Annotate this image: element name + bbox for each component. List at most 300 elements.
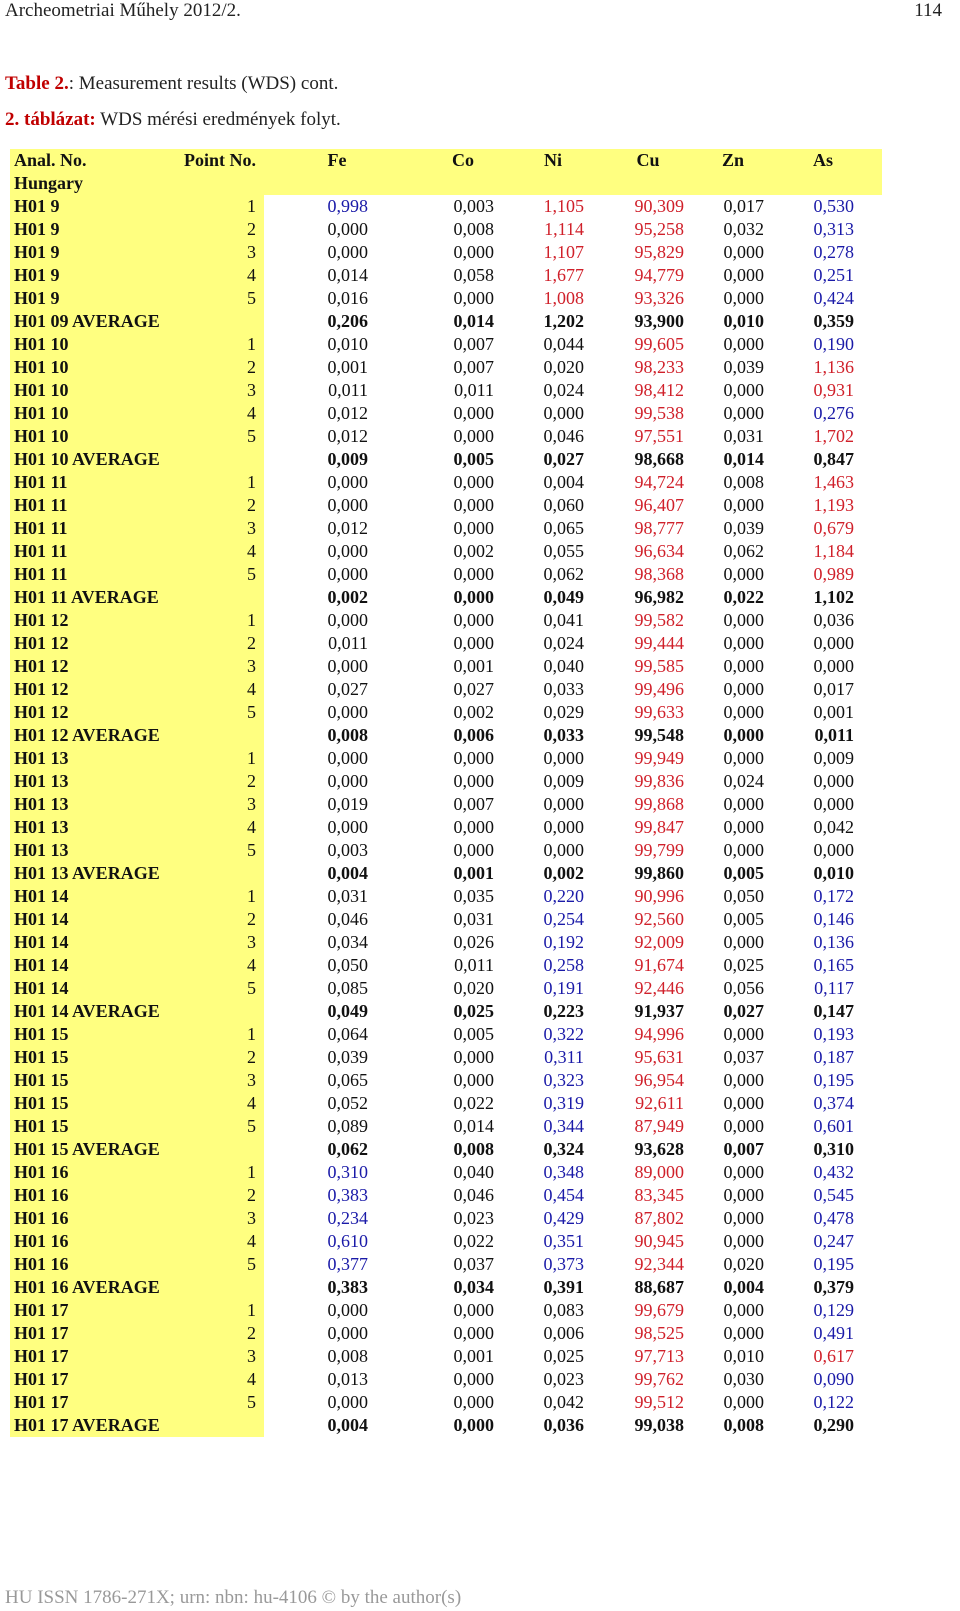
cell-co: 0,006 bbox=[453, 725, 494, 745]
cell-as: 0,000 bbox=[813, 794, 854, 814]
cell-cu: 92,009 bbox=[634, 932, 684, 952]
table-row bbox=[10, 1230, 882, 1253]
cell-cu: 99,868 bbox=[634, 794, 684, 814]
cell-ni: 0,322 bbox=[543, 1024, 584, 1044]
cell-fe: 0,064 bbox=[327, 1024, 368, 1044]
cell-point-no: 1 bbox=[247, 1162, 256, 1182]
cell-as: 0,187 bbox=[813, 1047, 854, 1067]
cell-fe: 0,012 bbox=[327, 518, 368, 538]
cell-anal-no: H01 11 bbox=[14, 472, 68, 492]
cell-co: 0,011 bbox=[454, 955, 494, 975]
cell-point-no: 2 bbox=[247, 1323, 256, 1343]
cell-co: 0,014 bbox=[453, 1116, 494, 1136]
cell-anal-no: H01 10 bbox=[14, 426, 69, 446]
cell-ni: 1,202 bbox=[543, 311, 584, 331]
cell-zn: 0,000 bbox=[723, 1323, 764, 1343]
cell-co: 0,035 bbox=[453, 886, 494, 906]
cell-ni: 0,041 bbox=[543, 610, 584, 630]
cell-anal-no: H01 12 bbox=[14, 610, 69, 630]
cell-anal-no: H01 10 bbox=[14, 380, 69, 400]
cell-zn: 0,000 bbox=[723, 748, 764, 768]
cell-as: 0,195 bbox=[813, 1070, 854, 1090]
cell-ni: 0,049 bbox=[543, 587, 584, 607]
table-row bbox=[10, 195, 882, 218]
cell-fe: 0,019 bbox=[327, 794, 368, 814]
cell-co: 0,022 bbox=[453, 1231, 494, 1251]
cell-point-no: 2 bbox=[247, 1047, 256, 1067]
cell-as: 0,251 bbox=[813, 265, 854, 285]
cell-co: 0,014 bbox=[453, 311, 494, 331]
cell-cu: 96,407 bbox=[634, 495, 684, 515]
cell-cu: 93,628 bbox=[634, 1139, 684, 1159]
cell-cu: 94,779 bbox=[634, 265, 684, 285]
cell-zn: 0,000 bbox=[723, 1185, 764, 1205]
cell-point-no: 1 bbox=[247, 196, 256, 216]
cell-anal-no: H01 14 bbox=[14, 932, 69, 952]
cell-co: 0,007 bbox=[453, 334, 494, 354]
cell-zn: 0,032 bbox=[723, 219, 764, 239]
col-header-cu: Cu bbox=[636, 150, 660, 170]
cell-cu: 99,605 bbox=[634, 334, 684, 354]
cell-anal-no: H01 14 bbox=[14, 886, 69, 906]
cell-zn: 0,037 bbox=[723, 1047, 764, 1067]
col-header-anal-no: Anal. No. bbox=[14, 150, 87, 170]
cell-as: 0,359 bbox=[813, 311, 854, 331]
cell-co: 0,003 bbox=[453, 196, 494, 216]
cell-fe: 0,009 bbox=[327, 449, 368, 469]
cell-zn: 0,000 bbox=[723, 794, 764, 814]
cell-ni: 0,000 bbox=[543, 748, 584, 768]
cell-anal-no: H01 11 bbox=[14, 518, 68, 538]
cell-anal-no: H01 15 bbox=[14, 1116, 69, 1136]
cell-co: 0,046 bbox=[453, 1185, 494, 1205]
table-row bbox=[10, 1322, 882, 1345]
cell-cu: 99,585 bbox=[634, 656, 684, 676]
cell-zn: 0,062 bbox=[723, 541, 764, 561]
cell-ni: 1,677 bbox=[543, 265, 584, 285]
cell-point-no: 4 bbox=[247, 817, 256, 837]
cell-point-no: 5 bbox=[247, 288, 256, 308]
cell-as: 0,601 bbox=[813, 1116, 854, 1136]
table-row bbox=[10, 885, 882, 908]
cell-point-no: 3 bbox=[247, 518, 256, 538]
cell-anal-no: H01 13 bbox=[14, 840, 69, 860]
table-row bbox=[10, 1069, 882, 1092]
cell-as: 0,617 bbox=[813, 1346, 854, 1366]
cell-anal-no: H01 11 bbox=[14, 564, 68, 584]
cell-as: 0,190 bbox=[813, 334, 854, 354]
cell-point-no bbox=[190, 586, 256, 609]
table-row bbox=[10, 931, 882, 954]
cell-as: 0,000 bbox=[813, 771, 854, 791]
cell-co: 0,000 bbox=[453, 242, 494, 262]
cell-point-no: 2 bbox=[247, 495, 256, 515]
cell-point-no: 3 bbox=[247, 656, 256, 676]
cell-as: 0,278 bbox=[813, 242, 854, 262]
cell-point-no: 5 bbox=[247, 978, 256, 998]
cell-zn: 0,005 bbox=[723, 909, 764, 929]
cell-co: 0,000 bbox=[453, 403, 494, 423]
cell-fe: 0,003 bbox=[327, 840, 368, 860]
cell-anal-no: H01 13 bbox=[14, 817, 69, 837]
cell-point-no: 1 bbox=[247, 334, 256, 354]
cell-fe: 0,000 bbox=[327, 702, 368, 722]
table-row-average bbox=[10, 586, 882, 609]
cell-fe: 0,049 bbox=[327, 1001, 368, 1021]
cell-point-no: 1 bbox=[247, 610, 256, 630]
cell-ni: 0,254 bbox=[543, 909, 584, 929]
cell-point-no: 2 bbox=[247, 633, 256, 653]
cell-cu: 94,724 bbox=[634, 472, 684, 492]
cell-fe: 0,234 bbox=[327, 1208, 368, 1228]
cell-ni: 0,055 bbox=[543, 541, 584, 561]
cell-anal-no: H01 10 bbox=[14, 357, 69, 377]
cell-ni: 0,046 bbox=[543, 426, 584, 446]
cell-cu: 98,525 bbox=[634, 1323, 684, 1343]
cell-anal-no: H01 14 AVERAGE bbox=[14, 1001, 160, 1021]
caption-english-text: : Measurement results (WDS) cont. bbox=[68, 73, 339, 94]
table-row bbox=[10, 563, 882, 586]
cell-as: 0,989 bbox=[813, 564, 854, 584]
cell-cu: 97,713 bbox=[634, 1346, 684, 1366]
cell-zn: 0,039 bbox=[723, 518, 764, 538]
cell-co: 0,023 bbox=[453, 1208, 494, 1228]
cell-ni: 0,009 bbox=[543, 771, 584, 791]
cell-co: 0,000 bbox=[453, 288, 494, 308]
cell-as: 0,009 bbox=[813, 748, 854, 768]
cell-co: 0,001 bbox=[453, 656, 494, 676]
table-row bbox=[10, 770, 882, 793]
table-row bbox=[10, 1391, 882, 1414]
cell-fe: 0,206 bbox=[327, 311, 368, 331]
cell-point-no: 2 bbox=[247, 771, 256, 791]
cell-ni: 1,105 bbox=[543, 196, 584, 216]
cell-zn: 0,039 bbox=[723, 357, 764, 377]
cell-ni: 0,323 bbox=[543, 1070, 584, 1090]
cell-zn: 0,008 bbox=[723, 1415, 764, 1435]
cell-fe: 0,000 bbox=[327, 242, 368, 262]
cell-ni: 0,000 bbox=[543, 794, 584, 814]
cell-cu: 99,444 bbox=[634, 633, 684, 653]
cell-zn: 0,000 bbox=[723, 288, 764, 308]
cell-ni: 0,004 bbox=[543, 472, 584, 492]
cell-co: 0,000 bbox=[453, 840, 494, 860]
table-row bbox=[10, 540, 882, 563]
cell-fe: 0,039 bbox=[327, 1047, 368, 1067]
cell-cu: 94,996 bbox=[634, 1024, 684, 1044]
cell-point-no: 4 bbox=[247, 1093, 256, 1113]
cell-cu: 98,233 bbox=[634, 357, 684, 377]
page-number: 114 bbox=[914, 0, 942, 21]
cell-fe: 0,046 bbox=[327, 909, 368, 929]
cell-ni: 0,036 bbox=[543, 1415, 584, 1435]
table-row bbox=[10, 954, 882, 977]
cell-ni: 0,024 bbox=[543, 380, 584, 400]
cell-anal-no: H01 17 bbox=[14, 1346, 69, 1366]
cell-as: 0,122 bbox=[813, 1392, 854, 1412]
cell-zn: 0,027 bbox=[723, 1001, 764, 1021]
cell-cu: 99,679 bbox=[634, 1300, 684, 1320]
table-row bbox=[10, 655, 882, 678]
cell-co: 0,000 bbox=[453, 1047, 494, 1067]
cell-co: 0,000 bbox=[453, 748, 494, 768]
table-row-average bbox=[10, 1000, 882, 1023]
cell-point-no: 3 bbox=[247, 932, 256, 952]
cell-co: 0,000 bbox=[453, 1369, 494, 1389]
cell-fe: 0,610 bbox=[327, 1231, 368, 1251]
footer-issn: HU ISSN 1786-271X; urn: nbn: hu-4106 © by the author(s) bbox=[5, 1587, 462, 1608]
cell-anal-no: H01 10 AVERAGE bbox=[14, 449, 160, 469]
cell-point-no bbox=[190, 1414, 256, 1437]
cell-ni: 0,083 bbox=[543, 1300, 584, 1320]
cell-ni: 0,060 bbox=[543, 495, 584, 515]
col-header-ni: Ni bbox=[544, 150, 562, 170]
cell-anal-no: H01 14 bbox=[14, 909, 69, 929]
cell-anal-no: H01 9 bbox=[14, 265, 60, 285]
cell-co: 0,020 bbox=[453, 978, 494, 998]
cell-zn: 0,000 bbox=[723, 633, 764, 653]
cell-zn: 0,000 bbox=[723, 564, 764, 584]
cell-cu: 99,836 bbox=[634, 771, 684, 791]
cell-ni: 0,000 bbox=[543, 817, 584, 837]
table-row bbox=[10, 517, 882, 540]
cell-co: 0,011 bbox=[454, 380, 494, 400]
table-row bbox=[10, 471, 882, 494]
cell-cu: 99,860 bbox=[634, 863, 684, 883]
cell-cu: 98,412 bbox=[634, 380, 684, 400]
table-row-average bbox=[10, 1414, 882, 1437]
cell-ni: 0,023 bbox=[543, 1369, 584, 1389]
cell-cu: 91,674 bbox=[634, 955, 684, 975]
cell-as: 0,017 bbox=[813, 679, 854, 699]
cell-point-no: 4 bbox=[247, 403, 256, 423]
cell-ni: 0,044 bbox=[543, 334, 584, 354]
table-row bbox=[10, 816, 882, 839]
cell-fe: 0,052 bbox=[327, 1093, 368, 1113]
cell-co: 0,000 bbox=[453, 564, 494, 584]
cell-ni: 0,020 bbox=[543, 357, 584, 377]
cell-point-no: 3 bbox=[247, 242, 256, 262]
cell-zn: 0,056 bbox=[723, 978, 764, 998]
caption-hungarian-text: WDS mérési eredmények folyt. bbox=[95, 109, 341, 130]
cell-ni: 0,373 bbox=[543, 1254, 584, 1274]
table-row bbox=[10, 632, 882, 655]
cell-co: 0,002 bbox=[453, 702, 494, 722]
cell-cu: 92,344 bbox=[634, 1254, 684, 1274]
cell-ni: 0,006 bbox=[543, 1323, 584, 1343]
cell-anal-no: H01 09 AVERAGE bbox=[14, 311, 160, 331]
cell-point-no: 1 bbox=[247, 1024, 256, 1044]
cell-anal-no: H01 17 bbox=[14, 1323, 69, 1343]
cell-zn: 0,050 bbox=[723, 886, 764, 906]
cell-fe: 0,008 bbox=[327, 725, 368, 745]
cell-fe: 0,065 bbox=[327, 1070, 368, 1090]
cell-cu: 99,799 bbox=[634, 840, 684, 860]
cell-anal-no: H01 13 bbox=[14, 794, 69, 814]
cell-anal-no: H01 9 bbox=[14, 242, 60, 262]
table-row bbox=[10, 1368, 882, 1391]
cell-zn: 0,000 bbox=[723, 1070, 764, 1090]
cell-co: 0,037 bbox=[453, 1254, 494, 1274]
cell-fe: 0,027 bbox=[327, 679, 368, 699]
table-row bbox=[10, 1184, 882, 1207]
cell-fe: 0,062 bbox=[327, 1139, 368, 1159]
cell-zn: 0,007 bbox=[723, 1139, 764, 1159]
table-row bbox=[10, 839, 882, 862]
cell-co: 0,000 bbox=[453, 633, 494, 653]
cell-point-no: 2 bbox=[247, 357, 256, 377]
caption-hungarian bbox=[5, 109, 341, 131]
table-row bbox=[10, 494, 882, 517]
cell-cu: 87,949 bbox=[634, 1116, 684, 1136]
cell-cu: 90,945 bbox=[634, 1231, 684, 1251]
table-row bbox=[10, 425, 882, 448]
cell-as: 0,679 bbox=[813, 518, 854, 538]
cell-fe: 0,034 bbox=[327, 932, 368, 952]
cell-point-no: 4 bbox=[247, 1369, 256, 1389]
cell-as: 1,102 bbox=[813, 587, 854, 607]
cell-ni: 0,033 bbox=[543, 679, 584, 699]
cell-as: 0,147 bbox=[813, 1001, 854, 1021]
cell-fe: 0,000 bbox=[327, 495, 368, 515]
cell-zn: 0,024 bbox=[723, 771, 764, 791]
cell-cu: 99,038 bbox=[634, 1415, 684, 1435]
table-row bbox=[10, 1253, 882, 1276]
cell-anal-no: H01 17 AVERAGE bbox=[14, 1415, 160, 1435]
cell-anal-no: H01 17 bbox=[14, 1300, 69, 1320]
cell-zn: 0,000 bbox=[723, 932, 764, 952]
table-row bbox=[10, 264, 882, 287]
cell-ni: 0,220 bbox=[543, 886, 584, 906]
cell-anal-no: H01 12 bbox=[14, 679, 69, 699]
cell-as: 0,847 bbox=[813, 449, 854, 469]
table-row bbox=[10, 977, 882, 1000]
cell-fe: 0,004 bbox=[327, 1415, 368, 1435]
cell-as: 0,290 bbox=[813, 1415, 854, 1435]
cell-point-no: 1 bbox=[247, 472, 256, 492]
cell-zn: 0,000 bbox=[723, 380, 764, 400]
cell-zn: 0,000 bbox=[723, 702, 764, 722]
cell-cu: 99,949 bbox=[634, 748, 684, 768]
cell-zn: 0,000 bbox=[723, 1208, 764, 1228]
cell-as: 0,276 bbox=[813, 403, 854, 423]
cell-co: 0,002 bbox=[453, 541, 494, 561]
cell-cu: 95,258 bbox=[634, 219, 684, 239]
table-row-average bbox=[10, 1138, 882, 1161]
cell-point-no bbox=[190, 1000, 256, 1023]
cell-as: 0,432 bbox=[813, 1162, 854, 1182]
cell-anal-no: H01 11 AVERAGE bbox=[14, 587, 159, 607]
cell-fe: 0,008 bbox=[327, 1346, 368, 1366]
cell-zn: 0,000 bbox=[723, 1024, 764, 1044]
table-row bbox=[10, 1115, 882, 1138]
cell-as: 1,702 bbox=[813, 426, 854, 446]
cell-zn: 0,017 bbox=[723, 196, 764, 216]
cell-anal-no: H01 14 bbox=[14, 955, 69, 975]
cell-cu: 83,345 bbox=[634, 1185, 684, 1205]
cell-ni: 1,008 bbox=[543, 288, 584, 308]
cell-co: 0,001 bbox=[453, 1346, 494, 1366]
cell-co: 0,000 bbox=[453, 518, 494, 538]
cell-point-no: 3 bbox=[247, 380, 256, 400]
table-row bbox=[10, 1092, 882, 1115]
cell-cu: 99,512 bbox=[634, 1392, 684, 1412]
cell-co: 0,000 bbox=[453, 771, 494, 791]
cell-zn: 0,000 bbox=[723, 265, 764, 285]
cell-ni: 0,062 bbox=[543, 564, 584, 584]
cell-fe: 0,000 bbox=[327, 219, 368, 239]
cell-point-no: 5 bbox=[247, 426, 256, 446]
cell-anal-no: H01 12 AVERAGE bbox=[14, 725, 160, 745]
col-header-fe: Fe bbox=[327, 150, 347, 170]
cell-cu: 98,777 bbox=[634, 518, 684, 538]
cell-as: 0,478 bbox=[813, 1208, 854, 1228]
cell-fe: 0,000 bbox=[327, 1300, 368, 1320]
cell-fe: 0,002 bbox=[327, 587, 368, 607]
cell-anal-no: H01 9 bbox=[14, 288, 60, 308]
cell-as: 0,042 bbox=[813, 817, 854, 837]
cell-point-no: 3 bbox=[247, 794, 256, 814]
cell-zn: 0,000 bbox=[723, 840, 764, 860]
cell-fe: 0,001 bbox=[327, 357, 368, 377]
cell-fe: 0,011 bbox=[328, 380, 368, 400]
cell-point-no: 3 bbox=[247, 1346, 256, 1366]
caption-english-label: Table 2. bbox=[5, 73, 69, 94]
cell-as: 0,530 bbox=[813, 196, 854, 216]
cell-anal-no: H01 12 bbox=[14, 656, 69, 676]
cell-as: 0,195 bbox=[813, 1254, 854, 1274]
cell-point-no: 1 bbox=[247, 1300, 256, 1320]
cell-anal-no: H01 16 bbox=[14, 1162, 69, 1182]
cell-fe: 0,011 bbox=[328, 633, 368, 653]
cell-fe: 0,000 bbox=[327, 472, 368, 492]
cell-anal-no: H01 16 bbox=[14, 1254, 69, 1274]
cell-co: 0,025 bbox=[453, 1001, 494, 1021]
cell-cu: 90,309 bbox=[634, 196, 684, 216]
cell-ni: 0,025 bbox=[543, 1346, 584, 1366]
cell-zn: 0,000 bbox=[723, 403, 764, 423]
cell-anal-no: H01 9 bbox=[14, 219, 60, 239]
cell-as: 0,379 bbox=[813, 1277, 854, 1297]
col-header-point-no: Point No. bbox=[184, 150, 256, 170]
cell-point-no bbox=[190, 862, 256, 885]
cell-co: 0,034 bbox=[453, 1277, 494, 1297]
cell-cu: 96,954 bbox=[634, 1070, 684, 1090]
cell-anal-no: H01 15 AVERAGE bbox=[14, 1139, 160, 1159]
cell-cu: 92,611 bbox=[635, 1093, 684, 1113]
cell-zn: 0,030 bbox=[723, 1369, 764, 1389]
cell-fe: 0,000 bbox=[327, 1323, 368, 1343]
cell-co: 0,000 bbox=[453, 426, 494, 446]
cell-anal-no: H01 16 AVERAGE bbox=[14, 1277, 160, 1297]
cell-co: 0,026 bbox=[453, 932, 494, 952]
cell-point-no: 2 bbox=[247, 1185, 256, 1205]
cell-fe: 0,050 bbox=[327, 955, 368, 975]
cell-ni: 0,024 bbox=[543, 633, 584, 653]
cell-point-no: 3 bbox=[247, 1070, 256, 1090]
cell-as: 1,193 bbox=[813, 495, 854, 515]
table-row bbox=[10, 701, 882, 724]
cell-point-no: 5 bbox=[247, 702, 256, 722]
table-row bbox=[10, 379, 882, 402]
table-row bbox=[10, 1299, 882, 1322]
cell-zn: 0,004 bbox=[723, 1277, 764, 1297]
cell-anal-no: H01 10 bbox=[14, 334, 69, 354]
cell-co: 0,022 bbox=[453, 1093, 494, 1113]
cell-ni: 1,114 bbox=[544, 219, 584, 239]
cell-zn: 0,000 bbox=[723, 1116, 764, 1136]
cell-ni: 0,000 bbox=[543, 403, 584, 423]
